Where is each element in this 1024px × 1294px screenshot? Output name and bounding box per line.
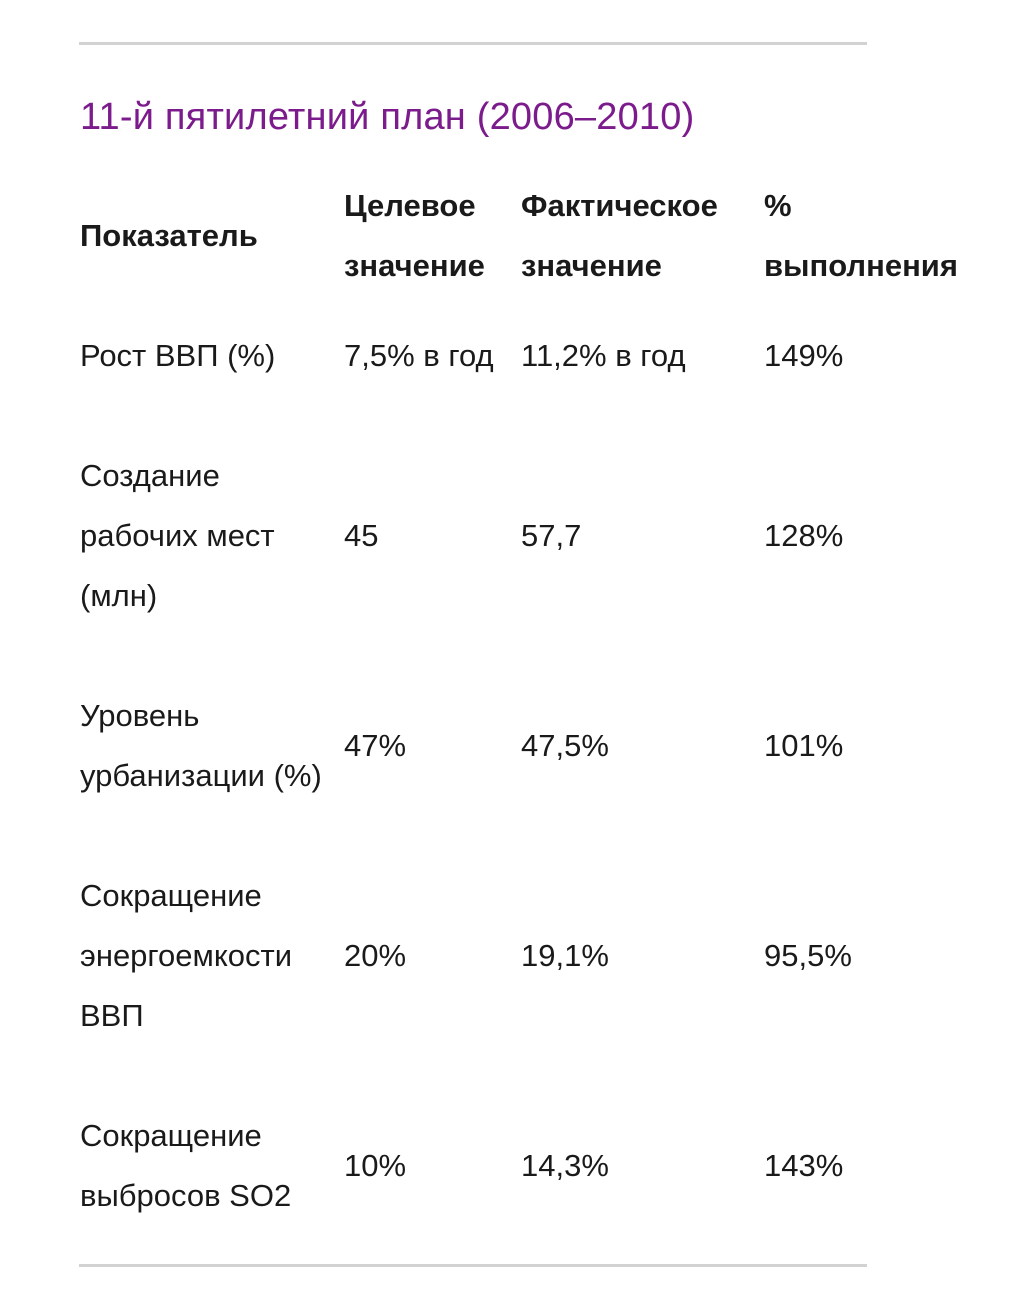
header-target: Целевое значение xyxy=(344,188,485,283)
cell-actual: 11,2% в год xyxy=(521,338,686,373)
cell-target: 45 xyxy=(344,518,379,553)
bottom-divider xyxy=(79,1264,867,1267)
cell-indicator: Сокращение энергоемкости ВВП xyxy=(80,878,293,1033)
cell-actual: 47,5% xyxy=(521,728,609,763)
cell-completion: 95,5% xyxy=(764,938,852,973)
cell-actual: 14,3% xyxy=(521,1148,609,1183)
cell-indicator: Сокращение выбросов SO2 xyxy=(80,1118,292,1213)
cell-indicator: Создание рабочих мест (млн) xyxy=(80,458,275,613)
section-title: 11-й пятилетний план (2006–2010) xyxy=(80,96,695,138)
plan-table xyxy=(80,176,990,1256)
top-divider xyxy=(79,42,867,45)
cell-target: 20% xyxy=(344,938,407,973)
table-row xyxy=(80,416,990,656)
cell-indicator: Уровень урбанизации (%) xyxy=(80,698,322,793)
cell-indicator: Рост ВВП (%) xyxy=(80,338,276,373)
header-indicator: Показатель xyxy=(80,218,258,253)
header-actual: Фактическое значение xyxy=(521,188,718,283)
cell-target: 7,5% в год xyxy=(344,338,494,373)
cell-actual: 19,1% xyxy=(521,938,609,973)
table-row xyxy=(80,1076,990,1256)
cell-completion: 128% xyxy=(764,518,844,553)
table-row xyxy=(80,836,990,1076)
table-row xyxy=(80,656,990,836)
cell-target: 10% xyxy=(344,1148,407,1183)
header-completion: % выполнения xyxy=(764,188,958,283)
cell-target: 47% xyxy=(344,728,407,763)
cell-completion: 101% xyxy=(764,728,844,763)
table-row xyxy=(80,296,990,416)
cell-completion: 143% xyxy=(764,1148,844,1183)
cell-completion: 149% xyxy=(764,338,844,373)
table-header-row xyxy=(80,176,990,296)
cell-actual: 57,7 xyxy=(521,518,582,553)
